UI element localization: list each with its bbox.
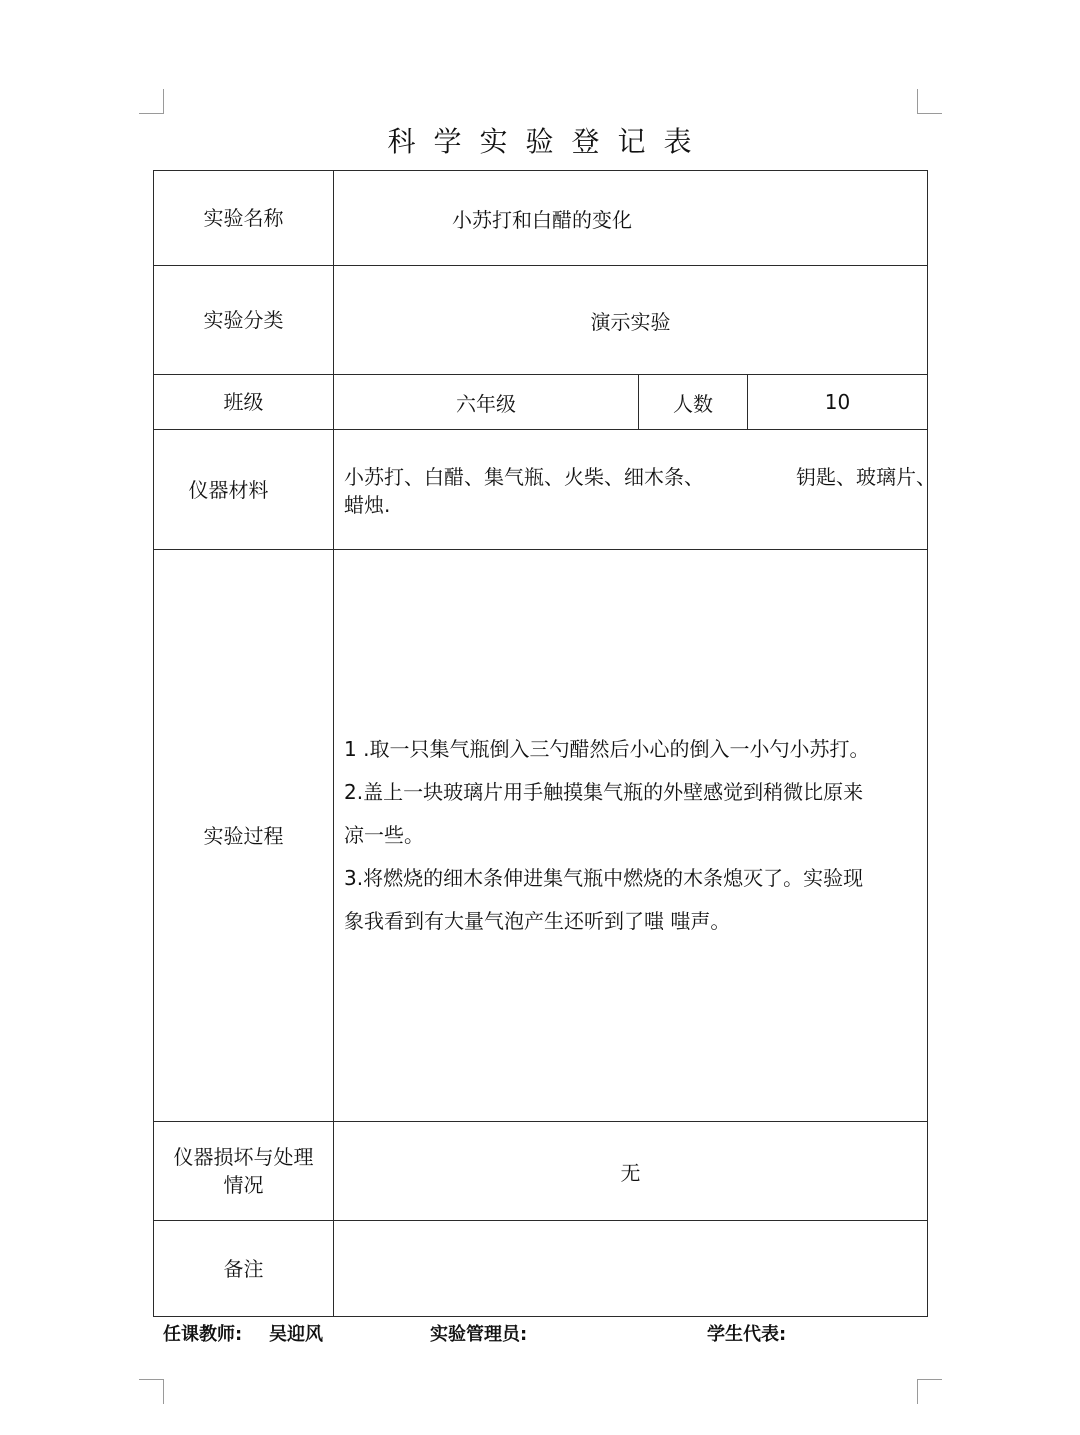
- experiment-register-table: [153, 170, 936, 1317]
- experiment-name-value: 小苏打和白醋的变化: [334, 171, 928, 266]
- count-label: 人数: [639, 375, 748, 430]
- procedure-line: 象我看到有大量气泡产生还听到了嗤 嗤声。: [344, 909, 731, 933]
- materials-line-1: [344, 463, 936, 491]
- row-experiment-category: [154, 266, 928, 375]
- damage-label-line-2: 情况: [223, 1173, 264, 1197]
- damage-value: 无: [334, 1122, 928, 1221]
- materials-line-1-b: 钥匙、玻璃片、: [796, 465, 936, 489]
- class-value: 六年级: [334, 375, 639, 430]
- crop-mark-top-left: [139, 89, 164, 114]
- crop-mark-bottom-left: [139, 1379, 164, 1404]
- procedure-line: 2.盖上一块玻璃片用手触摸集气瓶的外壁感觉到稍微比原来: [344, 780, 864, 804]
- crop-mark-top-right: [917, 89, 942, 114]
- count-value: 10: [748, 375, 928, 430]
- class-label: 班级: [154, 375, 334, 430]
- teacher-name: 吴迎风: [269, 1324, 323, 1345]
- row-experiment-name: [154, 171, 928, 266]
- materials-label: 仪器材料: [154, 430, 334, 550]
- materials-line-1-a: 小苏打、白醋、集气瓶、火柴、细木条、: [344, 465, 704, 489]
- materials-line-2: 蜡烛.: [344, 493, 391, 517]
- experiment-category-label: 实验分类: [154, 266, 334, 375]
- procedure-line: 凉一些。: [344, 823, 424, 847]
- procedure-line: 3.将燃烧的细木条伸进集气瓶中燃烧的木条熄灭了。实验现: [344, 866, 864, 890]
- damage-label-line-1: 仪器损坏与处理: [173, 1145, 314, 1169]
- procedure-label: 实验过程: [154, 550, 334, 1122]
- row-remarks: [154, 1221, 928, 1317]
- row-class: [154, 375, 928, 430]
- procedure-value: [334, 550, 928, 1122]
- crop-mark-bottom-right: [917, 1379, 942, 1404]
- remarks-label: 备注: [154, 1221, 334, 1317]
- materials-value: [334, 430, 936, 550]
- student-label: 学生代表:: [707, 1324, 787, 1345]
- experiment-name-label: 实验名称: [154, 171, 334, 266]
- remarks-value: [334, 1221, 928, 1317]
- damage-label: [154, 1122, 334, 1221]
- admin-label: 实验管理员:: [430, 1324, 528, 1345]
- row-damage: [154, 1122, 928, 1221]
- experiment-category-value: 演示实验: [334, 266, 928, 375]
- row-materials: [154, 430, 928, 550]
- document-title: 科学实验登记表: [387, 125, 710, 158]
- row-procedure: [154, 550, 928, 1122]
- teacher-label: 任课教师:: [163, 1324, 243, 1345]
- procedure-line: 1 .取一只集气瓶倒入三勺醋然后小心的倒入一小勺小苏打。: [344, 737, 870, 761]
